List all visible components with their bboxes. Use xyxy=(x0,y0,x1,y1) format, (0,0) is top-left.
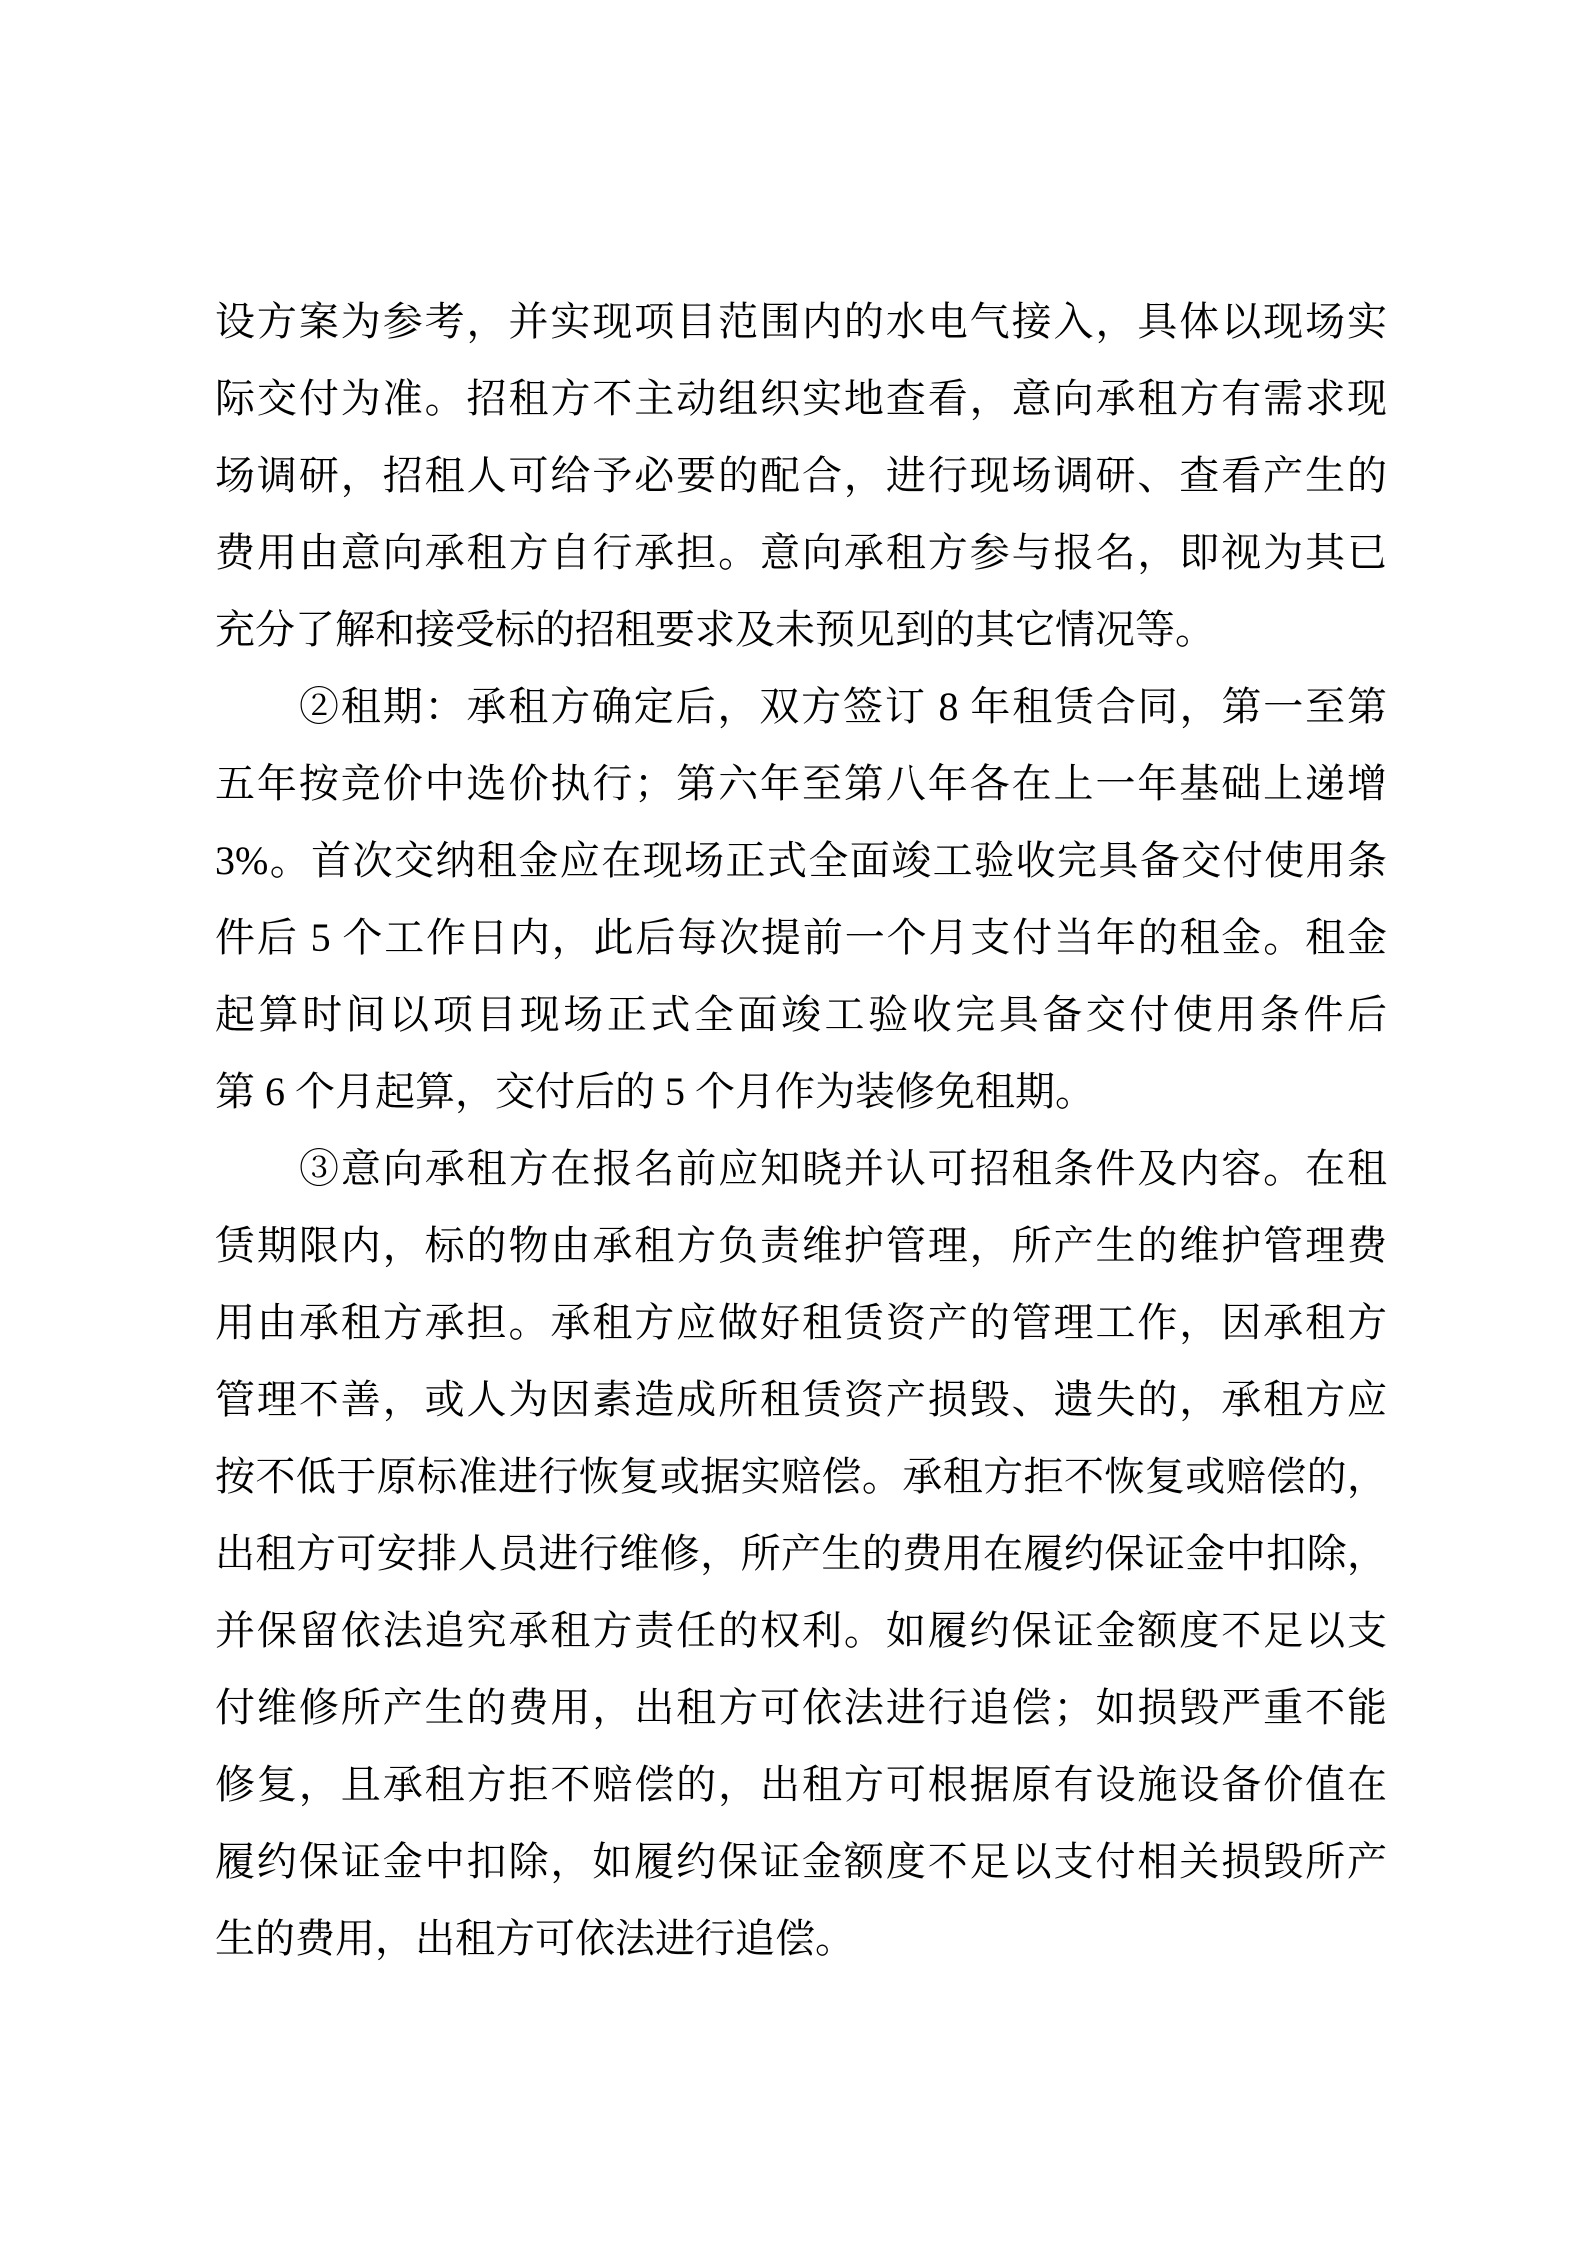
text-line: 出租方可安排人员进行维修，所产生的费用在履约保证金中扣除， xyxy=(215,1531,1387,1576)
text-line: 履约保证金中扣除，如履约保证金额度不足以支付相关损毁所产 xyxy=(215,1839,1387,1884)
text-line: 按不低于原标准进行恢复或据实赔偿。承租方拒不恢复或赔偿的， xyxy=(215,1454,1387,1499)
text-line: 际交付为准。招租方不主动组织实地查看，意向承租方有需求现 xyxy=(215,376,1387,421)
text-line: 第 6 个月起算，交付后的 5 个月作为装修免租期。 xyxy=(215,1069,1095,1114)
text-line: 五年按竞价中选价执行；第六年至第八年各在上一年基础上递增 xyxy=(215,761,1387,806)
text-line: 费用由意向承租方自行承担。意向承租方参与报名，即视为其已 xyxy=(215,530,1387,575)
text-line: 并保留依法追究承租方责任的权利。如履约保证金额度不足以支 xyxy=(215,1608,1387,1653)
text-line: 场调研，招租人可给予必要的配合，进行现场调研、查看产生的 xyxy=(215,453,1387,498)
text-line: 充分了解和接受标的招租要求及未预见到的其它情况等。 xyxy=(215,607,1215,652)
text-line: 赁期限内，标的物由承租方负责维护管理，所产生的维护管理费 xyxy=(215,1223,1387,1268)
text-line: 设方案为参考，并实现项目范围内的水电气接入，具体以现场实 xyxy=(215,299,1387,344)
text-line: 修复，且承租方拒不赔偿的，出租方可根据原有设施设备价值在 xyxy=(215,1762,1387,1807)
text-line: 用由承租方承担。承租方应做好租赁资产的管理工作，因承租方 xyxy=(215,1300,1387,1345)
text-line: ②租期：承租方确定后，双方签订 8 年租赁合同，第一至第 xyxy=(299,684,1387,729)
text-line: 3%。首次交纳租金应在现场正式全面竣工验收完具备交付使用条 xyxy=(215,838,1387,883)
text-line: 付维修所产生的费用，出租方可依法进行追偿；如损毁严重不能 xyxy=(215,1685,1387,1730)
text-line: 生的费用，出租方可依法进行追偿。 xyxy=(215,1916,855,1961)
text-line: 件后 5 个工作日内，此后每次提前一个月支付当年的租金。租金 xyxy=(215,915,1387,960)
text-line: 起算时间以项目现场正式全面竣工验收完具备交付使用条件后 xyxy=(215,992,1387,1037)
text-block xyxy=(215,283,1387,1977)
text-line: 管理不善，或人为因素造成所租赁资产损毁、遗失的，承租方应 xyxy=(215,1377,1387,1422)
text-line: ③意向承租方在报名前应知晓并认可招租条件及内容。在租 xyxy=(299,1146,1387,1191)
